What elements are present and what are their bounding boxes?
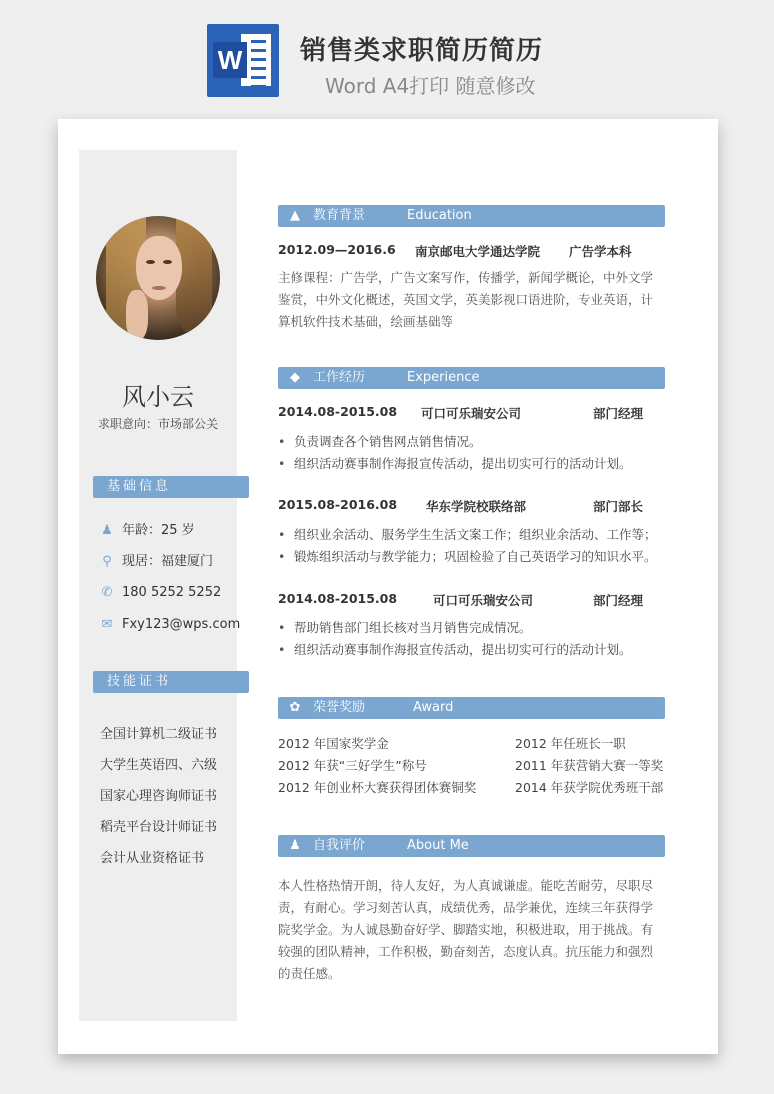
award-item: 2012 年任班长一职 bbox=[515, 736, 626, 751]
resume-page bbox=[58, 119, 718, 1054]
award-item: 2011 年获营销大赛一等奖 bbox=[515, 758, 664, 773]
word-logo-letter: W bbox=[213, 42, 247, 78]
job-period: 2014.08-2015.08 bbox=[278, 591, 398, 606]
person-icon: ♟ bbox=[289, 838, 301, 853]
word-logo-icon bbox=[207, 24, 279, 97]
job-role: 部门部长 bbox=[593, 499, 644, 514]
experience-heading: ◆ 工作经历 Experience bbox=[278, 367, 665, 389]
mail-icon: ✉ bbox=[101, 617, 113, 632]
job-intent: 求职意向：市场部公关 bbox=[97, 417, 218, 431]
job-role: 部门经理 bbox=[593, 406, 644, 421]
avatar-photo bbox=[96, 216, 220, 340]
phone-icon: ✆ bbox=[101, 585, 113, 600]
page-title: 销售类求职简历简历 bbox=[300, 36, 544, 66]
job-company: 华东学院校联络部 bbox=[426, 499, 527, 514]
graduation-cap-icon: ▲ bbox=[290, 208, 300, 223]
tag-icon: ◆ bbox=[290, 370, 300, 385]
edu-school: 南京邮电大学通达学院 bbox=[415, 244, 541, 259]
education-heading: ▲ 教育背景 Education bbox=[278, 205, 665, 227]
location-pin-icon: ⚲ bbox=[102, 554, 112, 569]
age-row: ♟ 年龄：25 岁 bbox=[98, 521, 195, 541]
skills-heading: 技能证书 bbox=[93, 671, 249, 693]
job-bullet: • 负责调查各个销售网点销售情况。 bbox=[278, 434, 482, 449]
candidate-name: 风小云 bbox=[122, 383, 194, 411]
award-item: 2012 年国家奖学金 bbox=[278, 736, 389, 751]
job-bullet: • 组织业余活动、服务学生生活文案工作；组织业余活动、工作等； bbox=[278, 527, 657, 542]
job-period: 2015.08-2016.08 bbox=[278, 497, 398, 512]
job-period: 2014.08-2015.08 bbox=[278, 404, 398, 419]
job-company: 可口可乐瑞安公司 bbox=[433, 593, 534, 608]
leaf-icon: ✿ bbox=[289, 700, 301, 715]
page-subtitle: Word A4打印 随意修改 bbox=[325, 74, 536, 98]
award-item: 2012 年获“三好学生”称号 bbox=[278, 758, 427, 773]
award-item: 2014 年获学院优秀班干部 bbox=[515, 780, 664, 795]
cert-item: 会计从业资格证书 bbox=[100, 851, 205, 866]
promo-header bbox=[0, 0, 774, 112]
cert-item: 稻壳平台设计师证书 bbox=[100, 820, 218, 835]
job-bullet: • 锻炼组织活动与教学能力；巩固检验了自己英语学习的知识水平。 bbox=[278, 549, 657, 564]
basic-info-heading: 基础信息 bbox=[93, 476, 249, 498]
job-bullet: • 组织活动赛事制作海报宣传活动，提出切实可行的活动计划。 bbox=[278, 642, 632, 657]
about-text: 本人性格热情开朗，待人友好，为人真诚谦虚。能吃苦耐劳，尽职尽责，有耐心。学习刻苦认真，成绩优秀，品学兼优，连续三年获得学院奖学金。为人诚恳勤奋好学、脚踏实地，积极进取，用于挑战。有较强的团队精神，工作积极，勤奋刻苦，态度认真。抗压能力和强烈的责任感。 bbox=[278, 878, 654, 981]
award-heading: ✿ 荣誉奖励 Award bbox=[278, 697, 665, 719]
location-row: ⚲ 现居：福建厦门 bbox=[98, 552, 213, 572]
edu-period: 2012.09—2016.6 bbox=[278, 242, 396, 257]
cert-item: 大学生英语四、六级 bbox=[100, 758, 218, 773]
person-icon: ♟ bbox=[101, 523, 113, 538]
cert-item: 国家心理咨询师证书 bbox=[100, 789, 218, 804]
award-item: 2012 年创业杯大赛获得团体赛铜奖 bbox=[278, 780, 477, 795]
job-bullet: • 组织活动赛事制作海报宣传活动，提出切实可行的活动计划。 bbox=[278, 456, 632, 471]
edu-courses: 主修课程：广告学，广告文案写作，传播学，新闻学概论，中外文学鉴赏，中外文化概述，英国文学，英美影视口语进阶，专业英语，计算机软件技术基础，绘画基础等 bbox=[278, 270, 654, 329]
cert-item: 全国计算机二级证书 bbox=[100, 727, 218, 742]
job-role: 部门经理 bbox=[593, 593, 644, 608]
about-heading: ♟ 自我评价 About Me bbox=[278, 835, 665, 857]
email-row: ✉ Fxy123@wps.com bbox=[98, 615, 240, 635]
job-bullet: • 帮助销售部门组长核对当月销售完成情况。 bbox=[278, 620, 532, 635]
edu-degree: 广告学本科 bbox=[569, 244, 632, 259]
job-company: 可口可乐瑞安公司 bbox=[421, 406, 522, 421]
phone-row: ✆ 180 5252 5252 bbox=[98, 583, 221, 603]
